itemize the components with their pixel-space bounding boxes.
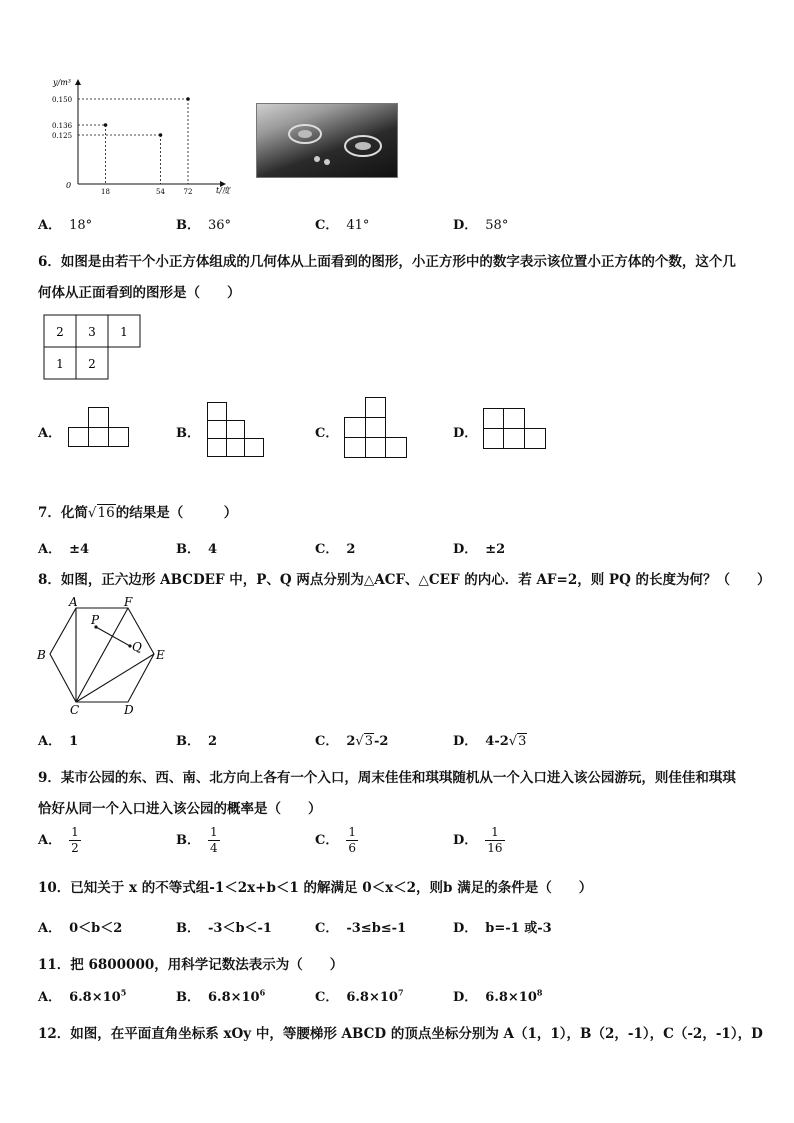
q7-option-a[interactable]: A． ±4 (38, 542, 90, 557)
q6-option-b[interactable]: B． (176, 426, 200, 441)
q8-label-d: D (124, 703, 134, 716)
q8-label-p: P (91, 613, 100, 627)
q10-option-b[interactable]: B． -3＜b＜-1 (176, 921, 272, 936)
q6-grid-cell: 3 (88, 325, 96, 339)
q6-option-d[interactable]: D． (453, 426, 478, 441)
q5-y-tick: 0.125 (52, 132, 73, 140)
q12-stem: 12．如图，在平面直角坐标系 xOy 中，等腰梯形 ABCD 的顶点坐标分别为 A（1，1），B（2，-1），C（-2，-1），D (38, 1026, 763, 1042)
q10-option-c[interactable]: C． -3≤b≤-1 (315, 921, 407, 936)
q6-option-a[interactable]: A． (38, 426, 62, 441)
q6-grid-cell: 1 (120, 325, 128, 339)
q5-y-tick: 0.150 (52, 96, 73, 104)
q9-fraction: $\frac{1}{4}$ (210, 825, 218, 855)
q6-grid-cell: 2 (56, 325, 64, 339)
q11-option-b[interactable]: B． $6.8\times 10^6$ (176, 987, 266, 1005)
q7-option-b[interactable]: B． 4 (176, 542, 218, 557)
q6-stem-line2: 何体从正面看到的图形是（ ） (38, 285, 241, 301)
q7-option-d[interactable]: D． ±2 (453, 542, 506, 557)
q10-option-d[interactable]: D． b=-1 或-3 (453, 921, 552, 936)
q9-fraction: $\frac{1}{16}$ (487, 825, 503, 855)
q9-fraction: $\frac{1}{2}$ (71, 825, 79, 855)
q10-option-a[interactable]: A． 0＜b＜2 (38, 921, 123, 936)
q8-label-a: A (69, 595, 78, 609)
q6-grid-cell: 1 (56, 357, 64, 371)
q5-data-point (186, 97, 190, 101)
q5-ylabel: y/m³ (53, 78, 72, 87)
q11-stem: 11．把 6800000，用科学记数法表示为（ ） (38, 957, 344, 973)
q5-y-tick: 0.136 (52, 122, 73, 130)
q5-x-tick: 18 (101, 188, 110, 196)
stove-burner-icon (257, 104, 397, 177)
q6-top-view-grid (43, 314, 141, 380)
q5-y-arrow (75, 79, 81, 85)
q5-xlabel: t/度 (216, 186, 230, 195)
q5-origin: 0 (66, 181, 72, 190)
q8-stem: 8．如图，正六边形 ABCDEF 中，P、Q 两点分别为△ACF、△CEF 的内心．若 AF=2，则 PQ 的长度为何？（ ） (38, 572, 771, 588)
q6-grid-cell: 2 (88, 357, 96, 371)
q8-label-q: Q (132, 640, 142, 654)
q5-data-point (159, 133, 163, 137)
q5-option-c[interactable]: C． 41° (315, 218, 370, 233)
q9-stem-line2: 恰好从同一个入口进入该公园的概率是（ ） (38, 801, 322, 817)
q7-option-c[interactable]: C． 2 (315, 542, 356, 557)
q5-option-d[interactable]: D． 58° (453, 218, 509, 233)
q5-guides (78, 99, 188, 184)
q6-option-c-figure[interactable] (344, 397, 408, 459)
q5-points (104, 97, 190, 137)
q8-option-d[interactable]: D． 4-2√3 (453, 734, 527, 749)
q7-stem: 7．化简√16的结果是（ ） (38, 505, 238, 521)
q8-label-f: F (124, 595, 133, 609)
q5-x-tick: 72 (183, 188, 193, 196)
q11-option-a[interactable]: A． $6.8\times 10^5$ (38, 987, 127, 1005)
gas-stove-photo (256, 103, 398, 178)
q11-option-d[interactable]: D． $6.8\times 10^8$ (453, 987, 543, 1005)
q9-option-b[interactable]: B． $\frac{1}{4}$ (176, 825, 218, 855)
q5-option-b[interactable]: B． 36° (176, 218, 232, 233)
q9-stem-line1: 9．某市公园的东、西、南、北方向上各有一个入口，周末佳佳和琪琪随机从一个入口进入该公园游玩，则佳佳和琪琪 (38, 770, 736, 786)
q7-radicand: 16 (97, 505, 115, 521)
q5-chart (50, 76, 240, 200)
q8-label-b: B (37, 648, 46, 662)
q8-option-a[interactable]: A． 1 (38, 734, 79, 749)
q8-label-c: C (70, 703, 80, 716)
q9-option-c[interactable]: C． $\frac{1}{6}$ (315, 825, 356, 855)
q6-stem-line1: 6．如图是由若干个小正方体组成的几何体从上面看到的图形，小正方形中的数字表示该位置小正方体的个数，这个几 (38, 254, 736, 270)
q5-x-tick: 54 (156, 188, 165, 196)
q6-option-a-figure[interactable] (68, 407, 130, 447)
q9-option-d[interactable]: D． $\frac{1}{16}$ (453, 825, 503, 855)
q11-option-c[interactable]: C． $6.8\times 10^7$ (315, 987, 404, 1005)
q9-fraction: $\frac{1}{6}$ (348, 825, 356, 855)
q5-axes (52, 79, 226, 196)
q6-option-c[interactable]: C． (315, 426, 339, 441)
q8-option-b[interactable]: B． 2 (176, 734, 218, 749)
q5-option-a[interactable]: A． 18° (38, 218, 93, 233)
q9-option-a[interactable]: A． $\frac{1}{2}$ (38, 825, 79, 855)
q10-stem: 10．已知关于 x 的不等式组-1＜2x+b＜1 的解满足 0＜x＜2，则b 满足的条件是（ ） (38, 880, 593, 896)
q6-option-d-figure[interactable] (483, 408, 547, 450)
q6-option-b-figure[interactable] (207, 402, 265, 458)
q5-data-point (104, 123, 108, 127)
q8-label-e: E (156, 648, 165, 662)
q8-option-c[interactable]: C． 2√3-2 (315, 734, 389, 749)
q8-hexagon-figure (34, 594, 174, 716)
